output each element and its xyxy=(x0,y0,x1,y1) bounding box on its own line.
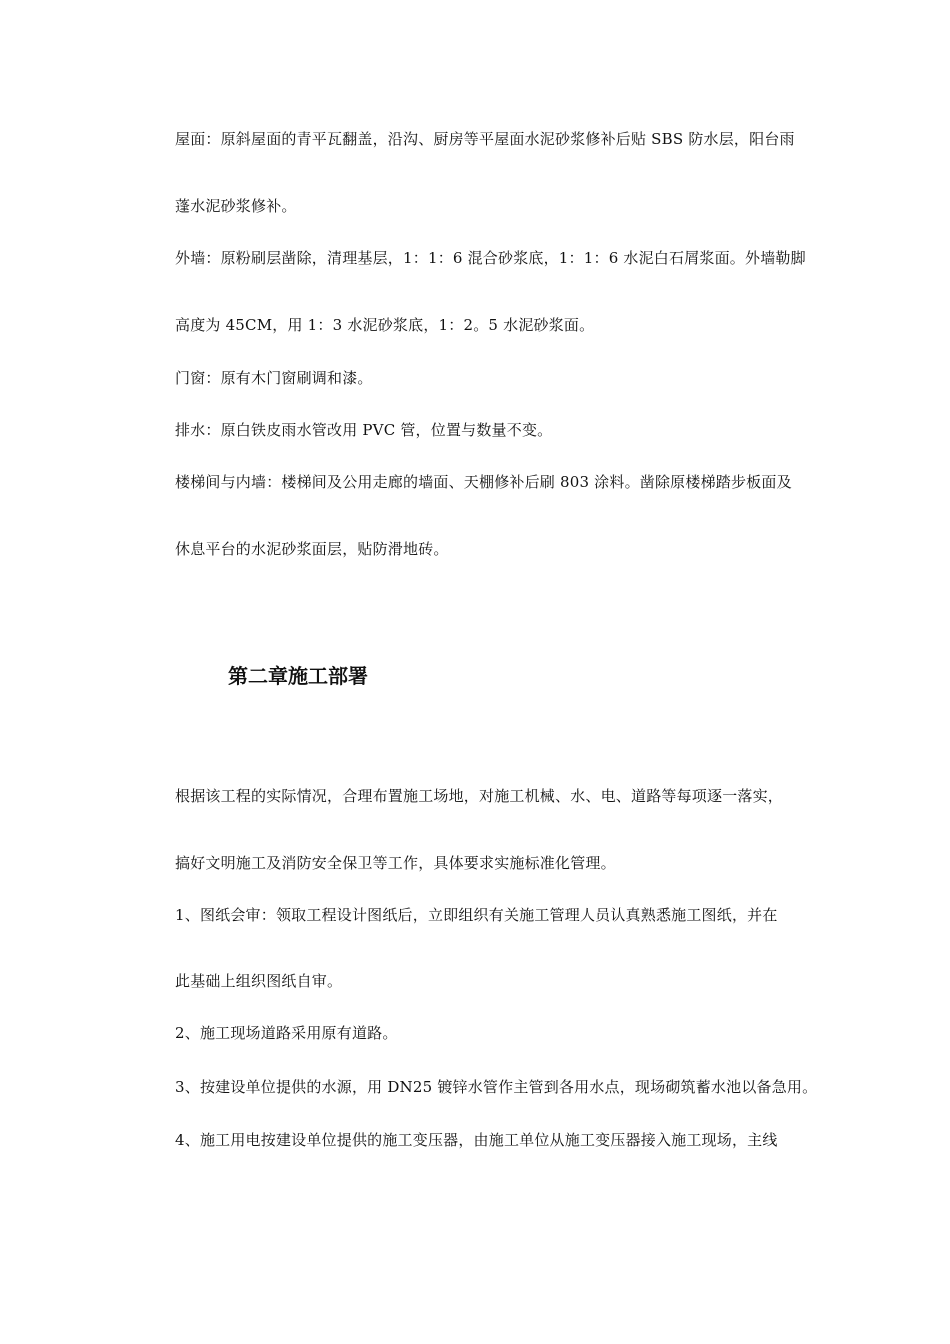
paragraph-stairwell-line-2: 休息平台的水泥砂浆面层，贴防滑地砖。 xyxy=(175,540,449,558)
paragraph-stairwell-line-1: 楼梯间与内墙：楼梯间及公用走廊的墙面、天棚修补后刷 803 涂料。凿除原楼梯踏步板面及 xyxy=(175,473,792,491)
paragraph-drainage: 排水：原白铁皮雨水管改用 PVC 管，位置与数量不变。 xyxy=(175,421,553,439)
paragraph-roof-line-1: 屋面：原斜屋面的青平瓦翻盖，沿沟、厨房等平屋面水泥砂浆修补后贴 SBS 防水层，阳台雨 xyxy=(175,130,795,148)
paragraph-item-2: 2、施工现场道路采用原有道路。 xyxy=(175,1024,398,1042)
paragraph-item-1-line-2: 此基础上组织图纸自审。 xyxy=(175,972,343,990)
paragraph-item-3: 3、按建设单位提供的水源，用 DN25 镀锌水管作主管到各用水点，现场砌筑蓄水池以备急用。 xyxy=(175,1078,818,1096)
paragraph-deployment-line-2: 搞好文明施工及消防安全保卫等工作，具体要求实施标准化管理。 xyxy=(175,854,616,872)
paragraph-doors-windows: 门窗：原有木门窗刷调和漆。 xyxy=(175,369,373,387)
paragraph-exterior-wall-line-2: 高度为 45CM，用 1：3 水泥砂浆底，1：2。5 水泥砂浆面。 xyxy=(175,316,595,334)
paragraph-item-4: 4、施工用电按建设单位提供的施工变压器，由施工单位从施工变压器接入施工现场，主线 xyxy=(175,1131,778,1149)
paragraph-deployment-line-1: 根据该工程的实际情况，合理布置施工场地，对施工机械、水、电、道路等每项逐一落实， xyxy=(175,787,784,805)
chapter-title: 第二章施工部署 xyxy=(228,664,368,688)
paragraph-exterior-wall-line-1: 外墙：原粉刷层凿除，清理基层，1：1：6 混合砂浆底，1：1：6 水泥白石屑浆面。外墙勒脚 xyxy=(175,249,806,267)
paragraph-item-1-line-1: 1、图纸会审：领取工程设计图纸后，立即组织有关施工管理人员认真熟悉施工图纸，并在 xyxy=(175,906,778,924)
paragraph-roof-line-2: 蓬水泥砂浆修补。 xyxy=(175,197,297,215)
